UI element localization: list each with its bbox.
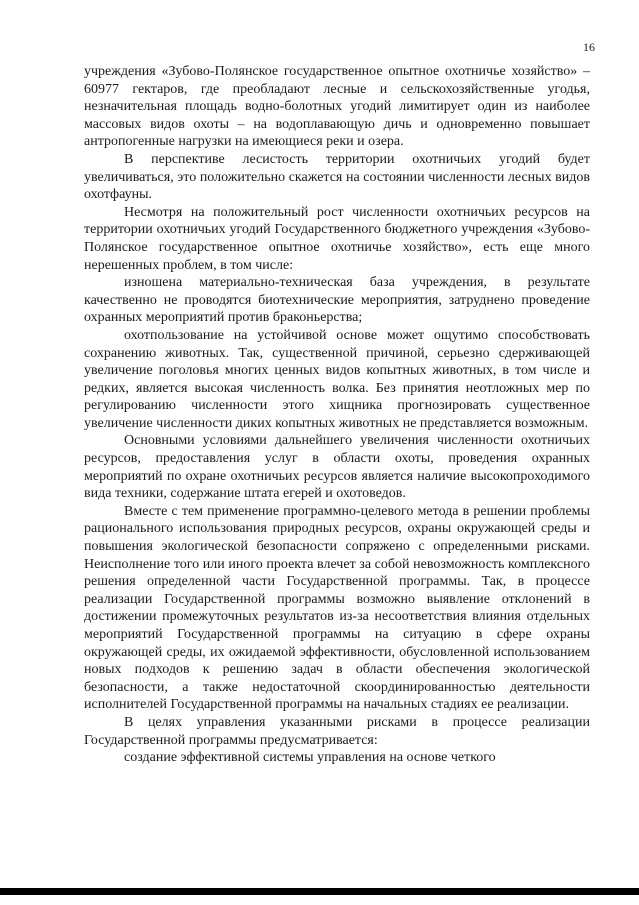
list-item: охотпользование на устойчивой основе может ощутимо способствовать сохранению животных. Так, существенной причиной, серьезно сдерживающей увеличение поголовья многих ценных видов копытных животных, в том числе и редких, является высокая численность волка. Без принятия неотложных мер по регулированию численности этого хищника прогнозировать существенное увеличение численности диких копытных животных не представляется возможным. xyxy=(84,327,590,431)
list-item: изношена материально-техническая база учреждения, в результате качественно не проводятся биотехнические мероприятия, затруднено проведение охранных мероприятий против браконьерства; xyxy=(84,275,590,326)
document-body xyxy=(84,63,590,767)
paragraph: Основными условиями дальнейшего увеличения численности охотничьих ресурсов, предоставления услуг в области охоты, проведения охранных мероприятий по охране охотничьих ресурсов является наличие высокопроходимого вида техники, содержание штата егерей и охотоведов. xyxy=(84,433,590,502)
paragraph: В перспективе лесистость территории охотничьих угодий будет увеличиваться, это положительно скажется на состоянии численности лесных видов охотфауны. xyxy=(84,151,590,203)
list-item: создание эффективной системы управления на основе четкого xyxy=(124,750,496,766)
scan-edge-bar xyxy=(0,888,639,895)
paragraph: В целях управления указанными рисками в процессе реализации Государственной программы предусматривается: xyxy=(84,714,590,748)
paragraph: Вместе с тем применение программно-целевого метода в решении проблемы рационального использования природных ресурсов, охраны окружающей среды и повышения экологической безопасности сопряжено с определенными рисками. Неисполнение того или иного проекта влечет за собой невозможность комплексного решения определенной части Государственной программы. Так, в процессе реализации Государственной программы возможно выявление отклонений в достижении промежуточных результатов из-за несоответствия влияния отдельных мероприятий Государственной программы на ситуацию в сфере охраны окружающей среды, их ожидаемой эффективности, обусловленной использованием новых подходов к решению задач в области обеспечения экологической безопасности, а также недостаточной скоординированностью деятельности исполнителей Государственной программы на начальных стадиях ее реализации. xyxy=(84,503,590,713)
paragraph: Несмотря на положительный рост численности охотничьих ресурсов на территории охотничьих угодий Государственного бюджетного учреждения «Зубово-Полянское государственное опытное охотничье хозяйство», есть еще много нерешенных проблем, в том числе: xyxy=(84,204,590,273)
paragraph: учреждения «Зубово-Полянское государственное опытное охотничье хозяйство» – 60977 гектаров, где преобладают лесные и сельскохозяйственные угодья, незначительная площадь водно-болотных угодий лимитирует один из наиболее массовых видов охоты – на водоплавающую дичь и одновременно повышает антропогенные нагрузки на имеющиеся реки и озера. xyxy=(84,64,590,150)
page-number: 16 xyxy=(583,40,595,54)
